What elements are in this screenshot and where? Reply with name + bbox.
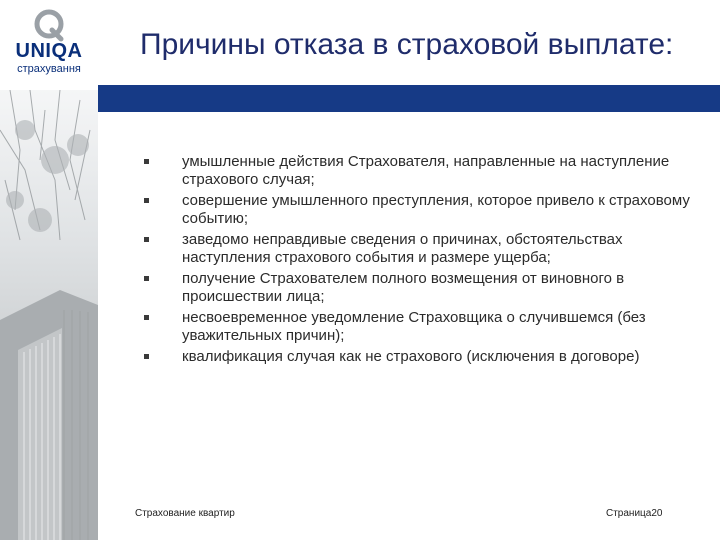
- slide-title: Причины отказа в страховой выплате:: [140, 28, 674, 61]
- list-item: [142, 192, 702, 228]
- list-item: [142, 153, 702, 189]
- bullet-icon: [144, 315, 149, 320]
- list-item-text: получение Страхователем полного возмещения от виновного в происшествии лица;: [182, 270, 625, 305]
- list-item-text: умышленные действия Страхователя, направленные на наступление страхового случая;: [182, 153, 670, 188]
- bullet-icon: [144, 198, 149, 203]
- list-item-text: совершение умышленного преступления, которое привело к страховому событию;: [182, 192, 690, 227]
- list-item-text: квалификация случая как не страхового (исключения в договоре): [182, 348, 640, 365]
- logo-brand: UNIQA: [15, 40, 83, 62]
- list-item: [142, 348, 702, 366]
- logo: [0, 0, 98, 90]
- bullet-icon: [144, 276, 149, 281]
- list-item-text: заведомо неправдивые сведения о причинах, обстоятельствах наступления страхового события и размере ущерба;: [182, 231, 623, 266]
- bullet-list: [142, 153, 702, 369]
- list-item: [142, 270, 702, 306]
- list-item: [142, 231, 702, 267]
- bullet-icon: [144, 237, 149, 242]
- list-item: [142, 309, 702, 345]
- sidebar-decoration: [0, 0, 98, 540]
- building-photo: [0, 90, 98, 540]
- footer-caption: Страхование квартир: [135, 508, 235, 519]
- bullet-icon: [144, 354, 149, 359]
- bullet-icon: [144, 159, 149, 164]
- uniqa-emblem-icon: [32, 8, 66, 42]
- header-bar: [98, 85, 720, 112]
- list-item-text: несвоевременное уведомление Страховщика о случившемся (без уважительных причин);: [182, 309, 646, 344]
- page-number: Страница20: [606, 508, 663, 519]
- logo-subtitle: страхування: [17, 63, 81, 75]
